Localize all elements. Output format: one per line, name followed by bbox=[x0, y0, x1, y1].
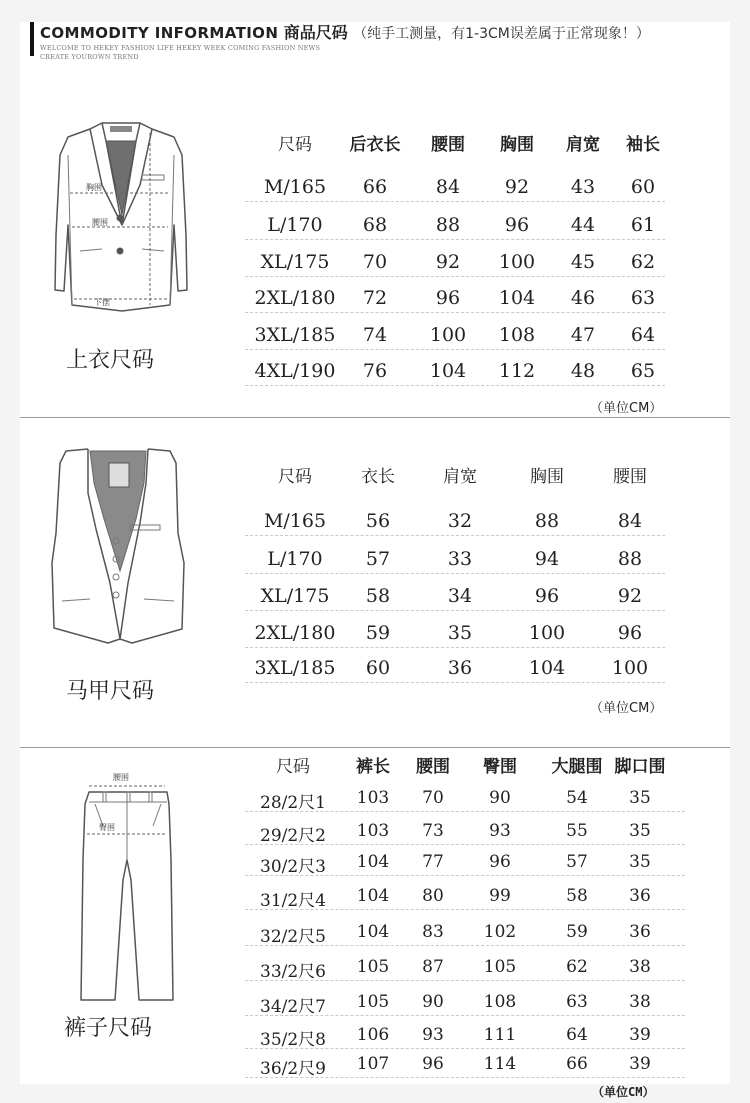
pants-value-cell: 107 bbox=[356, 1054, 390, 1074]
pants-value-cell: 58 bbox=[566, 886, 588, 906]
vest-header-cell: 尺码 bbox=[278, 467, 312, 487]
title-note: （纯手工测量，有1-3CM误差属于正常现象！） bbox=[353, 26, 650, 42]
jacket-waist-label: 腰围 bbox=[92, 218, 108, 227]
jacket-size-cell: L/170 bbox=[267, 214, 323, 236]
jacket-value-cell: 92 bbox=[504, 176, 530, 198]
vest-value-cell: 94 bbox=[534, 548, 560, 570]
jacket-size-table bbox=[245, 130, 665, 392]
jacket-value-cell: 64 bbox=[630, 324, 656, 346]
vest-value-cell: 88 bbox=[617, 548, 643, 570]
jacket-value-cell: 74 bbox=[362, 324, 388, 346]
pants-value-cell: 99 bbox=[489, 886, 511, 906]
jacket-size-cell: M/165 bbox=[263, 176, 327, 198]
pants-value-cell: 90 bbox=[489, 788, 511, 808]
pants-hip-label: 臀围 bbox=[99, 823, 115, 832]
row-divider bbox=[245, 535, 665, 536]
vest-value-cell: 36 bbox=[447, 657, 473, 679]
jacket-header-cell: 后衣长 bbox=[349, 135, 401, 155]
jacket-table-row bbox=[245, 324, 665, 350]
pants-value-cell: 104 bbox=[356, 922, 390, 942]
jacket-table-row bbox=[245, 214, 665, 240]
jacket-hem-label: 下摆 bbox=[94, 298, 110, 307]
pants-value-cell: 93 bbox=[422, 1025, 444, 1045]
pants-size-cell: 29/2尺2 bbox=[260, 826, 326, 846]
vest-value-cell: 58 bbox=[365, 585, 391, 607]
vest-size-cell: M/165 bbox=[263, 510, 327, 532]
jacket-value-cell: 60 bbox=[630, 176, 656, 198]
pants-value-cell: 105 bbox=[356, 992, 390, 1012]
pants-table-row bbox=[245, 886, 685, 910]
pants-value-cell: 96 bbox=[489, 852, 511, 872]
jacket-section-label: 上衣尺码 bbox=[66, 348, 155, 373]
pants-waist-label: 腰围 bbox=[113, 773, 129, 782]
jacket-value-cell: 112 bbox=[498, 360, 536, 382]
pants-table-row bbox=[245, 957, 685, 981]
pants-size-cell: 30/2尺3 bbox=[260, 857, 326, 877]
pants-value-cell: 62 bbox=[566, 957, 588, 977]
vest-illustration bbox=[48, 443, 188, 653]
pants-value-cell: 103 bbox=[356, 821, 390, 841]
header-subtitle-2: CREATE YOUROWN TREND bbox=[40, 53, 139, 61]
pants-value-cell: 104 bbox=[356, 886, 390, 906]
pants-value-cell: 39 bbox=[629, 1025, 651, 1045]
vest-value-cell: 100 bbox=[611, 657, 649, 679]
pants-value-cell: 111 bbox=[483, 1025, 517, 1045]
jacket-value-cell: 61 bbox=[630, 214, 656, 236]
pants-value-cell: 63 bbox=[566, 992, 588, 1012]
pants-value-cell: 106 bbox=[356, 1025, 390, 1045]
pants-size-cell: 32/2尺5 bbox=[260, 927, 326, 947]
vest-table-row bbox=[245, 585, 665, 611]
pants-value-cell: 103 bbox=[356, 788, 390, 808]
vest-size-cell: XL/175 bbox=[260, 585, 330, 607]
pants-size-cell: 36/2尺9 bbox=[260, 1059, 326, 1079]
jacket-value-cell: 88 bbox=[435, 214, 461, 236]
section-divider-2 bbox=[20, 747, 730, 748]
pants-value-cell: 87 bbox=[422, 957, 444, 977]
pants-header-cell: 脚口围 bbox=[614, 757, 666, 777]
pants-value-cell: 64 bbox=[566, 1025, 588, 1045]
vest-header-cell: 衣长 bbox=[361, 467, 395, 487]
pants-value-cell: 35 bbox=[629, 852, 651, 872]
pants-illustration bbox=[75, 770, 185, 1010]
pants-table-header bbox=[245, 752, 685, 788]
jacket-value-cell: 45 bbox=[570, 251, 596, 273]
jacket-value-cell: 44 bbox=[570, 214, 596, 236]
jacket-table-row bbox=[245, 251, 665, 277]
vest-section-label: 马甲尺码 bbox=[66, 679, 155, 704]
jacket-value-cell: 65 bbox=[630, 360, 656, 382]
pants-value-cell: 105 bbox=[356, 957, 390, 977]
vest-value-cell: 33 bbox=[447, 548, 473, 570]
jacket-value-cell: 76 bbox=[362, 360, 388, 382]
row-divider bbox=[245, 276, 665, 277]
pants-value-cell: 39 bbox=[629, 1054, 651, 1074]
jacket-size-cell: XL/175 bbox=[260, 251, 330, 273]
pants-size-table bbox=[245, 752, 685, 1082]
row-divider bbox=[245, 312, 665, 313]
vest-value-cell: 34 bbox=[447, 585, 473, 607]
pants-value-cell: 73 bbox=[422, 821, 444, 841]
pants-unit-note: （单位CM） bbox=[592, 1085, 655, 1099]
vest-value-cell: 100 bbox=[528, 622, 566, 644]
jacket-value-cell: 104 bbox=[498, 287, 536, 309]
pants-value-cell: 38 bbox=[629, 957, 651, 977]
vest-value-cell: 88 bbox=[534, 510, 560, 532]
title-chinese: 商品尺码 bbox=[283, 23, 348, 42]
pants-value-cell: 80 bbox=[422, 886, 444, 906]
jacket-value-cell: 70 bbox=[362, 251, 388, 273]
pants-table-row bbox=[245, 852, 685, 876]
jacket-value-cell: 66 bbox=[362, 176, 388, 198]
pants-value-cell: 36 bbox=[629, 922, 651, 942]
pants-value-cell: 90 bbox=[422, 992, 444, 1012]
vest-value-cell: 104 bbox=[528, 657, 566, 679]
jacket-value-cell: 47 bbox=[570, 324, 596, 346]
pants-header-cell: 尺码 bbox=[276, 757, 310, 777]
vest-table-row bbox=[245, 548, 665, 574]
jacket-value-cell: 96 bbox=[504, 214, 530, 236]
jacket-size-cell: 3XL/185 bbox=[254, 324, 336, 346]
title-english: COMMODITY INFORMATION bbox=[40, 24, 279, 42]
row-divider bbox=[245, 385, 665, 386]
pants-table-row bbox=[245, 1054, 685, 1078]
pants-table-row bbox=[245, 788, 685, 812]
vest-size-cell: 2XL/180 bbox=[254, 622, 336, 644]
vest-value-cell: 32 bbox=[447, 510, 473, 532]
row-divider bbox=[245, 239, 665, 240]
jacket-size-cell: 2XL/180 bbox=[254, 287, 336, 309]
section-divider-1 bbox=[20, 417, 730, 418]
pants-value-cell: 66 bbox=[566, 1054, 588, 1074]
vest-value-cell: 96 bbox=[534, 585, 560, 607]
pants-value-cell: 77 bbox=[422, 852, 444, 872]
jacket-value-cell: 46 bbox=[570, 287, 596, 309]
pants-value-cell: 54 bbox=[566, 788, 588, 808]
row-divider bbox=[245, 647, 665, 648]
vest-table-row bbox=[245, 657, 665, 683]
vest-table-header bbox=[245, 462, 665, 498]
row-divider bbox=[245, 573, 665, 574]
pants-size-cell: 33/2尺6 bbox=[260, 962, 326, 982]
pants-section-label: 裤子尺码 bbox=[64, 1016, 153, 1041]
pants-value-cell: 55 bbox=[566, 821, 588, 841]
vest-size-table bbox=[245, 462, 665, 690]
pants-value-cell: 59 bbox=[566, 922, 588, 942]
pants-value-cell: 36 bbox=[629, 886, 651, 906]
pants-size-cell: 28/2尺1 bbox=[260, 793, 326, 813]
pants-value-cell: 93 bbox=[489, 821, 511, 841]
jacket-chest-label: 胸围 bbox=[86, 183, 102, 192]
jacket-value-cell: 96 bbox=[435, 287, 461, 309]
vest-value-cell: 57 bbox=[365, 548, 391, 570]
pants-table-row bbox=[245, 922, 685, 946]
header-subtitle-1: WELCOME TO HEKEY FASHION LIFE HEKEY WEEK COMING FASHION NEWS bbox=[40, 44, 321, 52]
pants-value-cell: 57 bbox=[566, 852, 588, 872]
jacket-size-cell: 4XL/190 bbox=[254, 360, 336, 382]
jacket-illustration bbox=[50, 115, 200, 325]
jacket-header-cell: 胸围 bbox=[500, 135, 534, 155]
jacket-value-cell: 108 bbox=[498, 324, 536, 346]
jacket-table-row bbox=[245, 360, 665, 386]
jacket-table-row bbox=[245, 287, 665, 313]
pants-size-cell: 31/2尺4 bbox=[260, 891, 326, 911]
vest-value-cell: 35 bbox=[447, 622, 473, 644]
jacket-header-cell: 肩宽 bbox=[566, 135, 600, 155]
pants-value-cell: 108 bbox=[483, 992, 517, 1012]
vest-unit-note: （单位CM） bbox=[590, 701, 663, 716]
pants-header-cell: 臀围 bbox=[483, 757, 517, 777]
pants-header-cell: 裤长 bbox=[356, 757, 390, 777]
jacket-value-cell: 63 bbox=[630, 287, 656, 309]
pants-value-cell: 70 bbox=[422, 788, 444, 808]
jacket-header-cell: 腰围 bbox=[431, 135, 465, 155]
vest-value-cell: 60 bbox=[365, 657, 391, 679]
pants-size-cell: 35/2尺8 bbox=[260, 1030, 326, 1050]
pants-value-cell: 105 bbox=[483, 957, 517, 977]
jacket-value-cell: 62 bbox=[630, 251, 656, 273]
pants-value-cell: 35 bbox=[629, 821, 651, 841]
jacket-unit-note: （单位CM） bbox=[590, 401, 663, 416]
pants-value-cell: 96 bbox=[422, 1054, 444, 1074]
vest-table-row bbox=[245, 510, 665, 536]
jacket-value-cell: 92 bbox=[435, 251, 461, 273]
jacket-value-cell: 72 bbox=[362, 287, 388, 309]
vest-value-cell: 59 bbox=[365, 622, 391, 644]
jacket-value-cell: 104 bbox=[429, 360, 467, 382]
vest-value-cell: 56 bbox=[365, 510, 391, 532]
vest-value-cell: 84 bbox=[617, 510, 643, 532]
pants-header-cell: 大腿围 bbox=[551, 757, 603, 777]
jacket-value-cell: 43 bbox=[570, 176, 596, 198]
jacket-value-cell: 100 bbox=[498, 251, 536, 273]
row-divider bbox=[245, 201, 665, 202]
vest-value-cell: 92 bbox=[617, 585, 643, 607]
pants-table-row bbox=[245, 1025, 685, 1049]
jacket-value-cell: 84 bbox=[435, 176, 461, 198]
header-title bbox=[40, 20, 650, 43]
vest-value-cell: 96 bbox=[617, 622, 643, 644]
jacket-value-cell: 48 bbox=[570, 360, 596, 382]
pants-header-cell: 腰围 bbox=[416, 757, 450, 777]
vest-header-cell: 胸围 bbox=[530, 467, 564, 487]
row-divider bbox=[245, 682, 665, 683]
pants-value-cell: 83 bbox=[422, 922, 444, 942]
pants-value-cell: 38 bbox=[629, 992, 651, 1012]
pants-table-row bbox=[245, 821, 685, 845]
header-accent-bar bbox=[30, 22, 34, 56]
pants-value-cell: 104 bbox=[356, 852, 390, 872]
jacket-header-cell: 尺码 bbox=[278, 135, 312, 155]
row-divider bbox=[245, 349, 665, 350]
jacket-header-cell: 袖长 bbox=[626, 135, 660, 155]
pants-value-cell: 114 bbox=[483, 1054, 517, 1074]
vest-size-cell: 3XL/185 bbox=[254, 657, 336, 679]
vest-header-cell: 肩宽 bbox=[443, 467, 477, 487]
vest-table-row bbox=[245, 622, 665, 648]
jacket-table-row bbox=[245, 176, 665, 202]
pants-value-cell: 102 bbox=[483, 922, 517, 942]
jacket-value-cell: 100 bbox=[429, 324, 467, 346]
pants-table-row bbox=[245, 992, 685, 1016]
pants-value-cell: 35 bbox=[629, 788, 651, 808]
jacket-table-header bbox=[245, 130, 665, 166]
jacket-value-cell: 68 bbox=[362, 214, 388, 236]
row-divider bbox=[245, 610, 665, 611]
vest-header-cell: 腰围 bbox=[613, 467, 647, 487]
pants-size-cell: 34/2尺7 bbox=[260, 997, 326, 1017]
vest-size-cell: L/170 bbox=[267, 548, 323, 570]
